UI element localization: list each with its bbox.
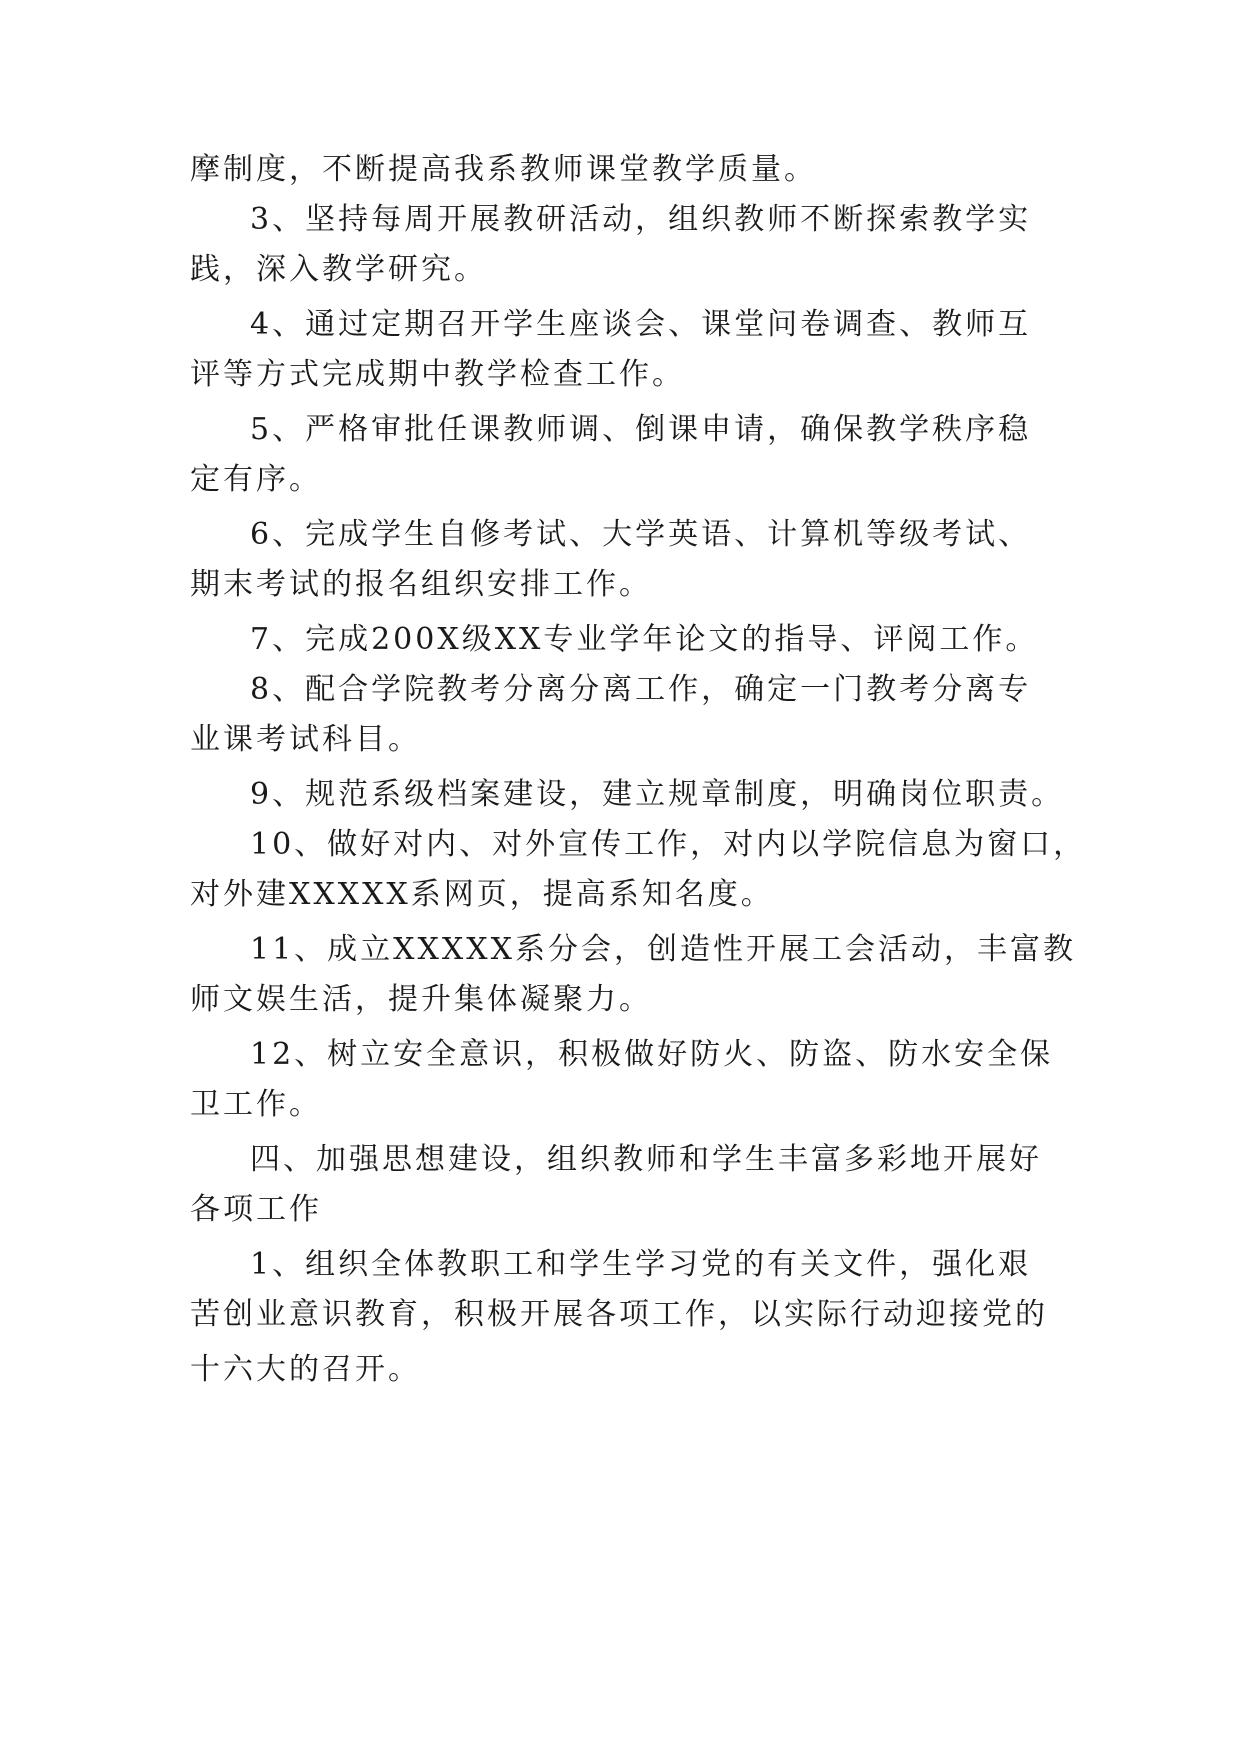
text-line: 摩制度，不断提高我系教师课堂教学质量。 (190, 152, 817, 187)
text-line: 各项工作 (190, 1192, 322, 1227)
text-line: 四、加强思想建设，组织教师和学生丰富多彩地开展好 (250, 1142, 1042, 1177)
text-line: 6、完成学生自修考试、大学英语、计算机等级考试、 (250, 517, 1032, 552)
text-line: 4、通过定期召开学生座谈会、课堂问卷调查、教师互 (250, 307, 1032, 342)
text-line: 对外建XXXXX系网页，提高系知名度。 (190, 877, 774, 912)
text-line: 5、严格审批任课教师调、倒课申请，确保教学秩序稳 (250, 412, 1032, 447)
text-line: 期末考试的报名组织安排工作。 (190, 567, 652, 602)
text-line: 12、树立安全意识，积极做好防火、防盗、防水安全保 (250, 1037, 1054, 1072)
text-line: 定有序。 (190, 462, 322, 497)
text-line: 11、成立XXXXX系分会，创造性开展工会活动，丰富教 (250, 932, 1076, 967)
text-line: 卫工作。 (190, 1087, 322, 1122)
text-line: 8、配合学院教考分离分离工作，确定一门教考分离专 (250, 672, 1032, 707)
text-line: 苦创业意识教育，积极开展各项工作，以实际行动迎接党的 (190, 1297, 1048, 1332)
text-line: 业课考试科目。 (190, 722, 421, 757)
text-line: 师文娱生活，提升集体凝聚力。 (190, 982, 652, 1017)
text-line: 7、完成200X级XX专业学年论文的指导、评阅工作。 (250, 622, 1039, 657)
text-line: 3、坚持每周开展教研活动，组织教师不断探索教学实 (250, 202, 1032, 237)
text-line: 评等方式完成期中教学检查工作。 (190, 357, 685, 392)
text-line: 9、规范系级档案建设，建立规章制度，明确岗位职责。 (250, 777, 1065, 812)
text-line: 十六大的召开。 (190, 1352, 421, 1387)
text-line: 践，深入教学研究。 (190, 252, 487, 287)
text-line: 10、做好对内、对外宣传工作，对内以学院信息为窗口， (250, 827, 1087, 862)
text-line: 1、组织全体教职工和学生学习党的有关文件，强化艰 (250, 1247, 1032, 1282)
